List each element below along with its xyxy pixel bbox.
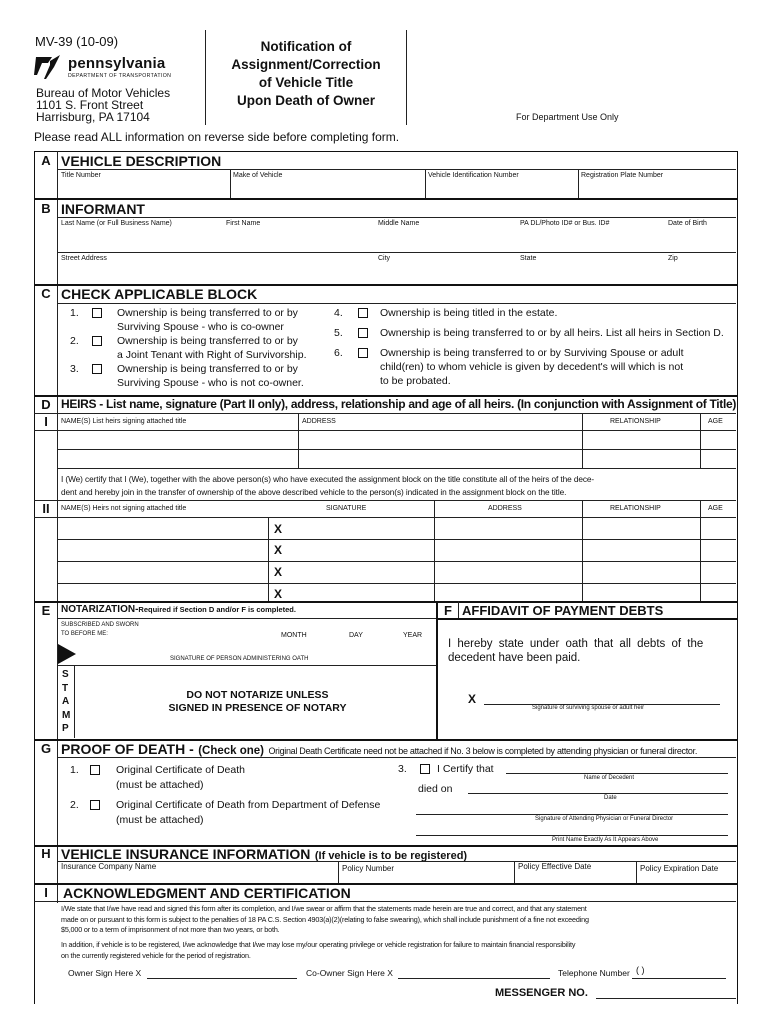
- address-line-2: 1101 S. Front Street: [36, 98, 144, 112]
- death-date-label: Date: [604, 795, 617, 801]
- section-e-f-divider: [436, 601, 438, 739]
- rule: [57, 861, 736, 862]
- affidavit-x[interactable]: X: [468, 692, 477, 706]
- phone-area-code[interactable]: ( ): [636, 965, 645, 975]
- option-3-text: Ownership is being transferred to or by Surviving Spouse - who is not co-owner.: [117, 363, 304, 389]
- affidavit-signature-label: Signature of surviving spouse or adult heir: [532, 705, 645, 711]
- rule: [57, 217, 736, 218]
- proof-1-text: Original Certificate of Death (must be attached): [116, 764, 245, 791]
- stamp-letter: S: [62, 669, 69, 680]
- divider: [458, 601, 459, 618]
- notarize-warning: DO NOT NOTARIZE UNLESS SIGNED IN PRESENCE OF NOTARY: [168, 689, 347, 714]
- section-f-letter: F: [444, 603, 452, 618]
- option-1-number: 1.: [70, 307, 79, 319]
- signature-x-2[interactable]: X: [274, 543, 283, 557]
- street-address-field[interactable]: Street Address: [61, 255, 107, 262]
- make-of-vehicle-field[interactable]: Make of Vehicle: [233, 172, 283, 179]
- print-name-label: Print Name Exactly As It Appears Above: [552, 837, 659, 843]
- option-2-text: Ownership is being transferred to or by a Joint Tenant with Right of Survivorship.: [117, 335, 307, 361]
- certify-text-line-2: dent and hereby join in the transfer of ownership of the above described vehicle to the person(s) indicated in the assignment block on the title.: [61, 487, 567, 497]
- section-g-title: PROOF OF DEATH - (Check one) Original Death Certificate need not be attached if No. 3 below is completed by attending physician or funeral director.: [61, 741, 698, 757]
- section-c-title: CHECK APPLICABLE BLOCK: [61, 286, 258, 302]
- divider: [425, 169, 426, 198]
- proof-2-number: 2.: [70, 799, 79, 811]
- divider: [298, 413, 299, 468]
- heirs-not-signing-signature-column: SIGNATURE: [326, 505, 367, 512]
- proof-3-number: 3.: [398, 763, 407, 775]
- divider: [268, 517, 269, 602]
- section-a-letter: A: [41, 153, 51, 168]
- registration-plate-field[interactable]: Registration Plate Number: [581, 172, 664, 179]
- section-rule: [34, 198, 737, 200]
- section-h-letter: H: [41, 846, 51, 861]
- address-line-1: Bureau of Motor Vehicles: [36, 86, 171, 100]
- stamp-divider: [74, 665, 75, 738]
- section-i-title: ACKNOWLEDGMENT AND CERTIFICATION: [63, 885, 351, 901]
- divider: [700, 500, 701, 602]
- vin-field[interactable]: Vehicle Identification Number: [428, 172, 519, 179]
- section-b-title: INFORMANT: [61, 201, 145, 217]
- divider: [434, 500, 435, 602]
- notary-signature-line[interactable]: [57, 665, 436, 666]
- option-6-checkbox[interactable]: [358, 348, 368, 358]
- heirs-not-signing-address-column: ADDRESS: [488, 505, 522, 512]
- section-e-letter: E: [41, 603, 51, 618]
- pointer-arrow-icon: [58, 644, 76, 664]
- option-5-number: 5.: [334, 327, 343, 339]
- last-name-field[interactable]: Last Name (or Full Business Name): [61, 220, 172, 227]
- title-line: Notification of: [260, 39, 352, 54]
- stamp-letter: T: [62, 682, 69, 694]
- middle-name-field[interactable]: Middle Name: [378, 220, 420, 227]
- instruction-text: Please read ALL information on reverse side before completing form.: [34, 130, 400, 144]
- sworn-line-2: TO BEFORE ME:: [61, 631, 108, 637]
- logo-name: pennsylvania: [68, 55, 166, 72]
- signature-x-3[interactable]: X: [274, 565, 283, 579]
- divider: [582, 500, 583, 602]
- address-line-3: Harrisburg, PA 17104: [36, 110, 150, 124]
- rule: [436, 618, 737, 620]
- part-2-roman: II: [42, 501, 50, 516]
- section-g-letter: G: [40, 741, 52, 756]
- first-name-field[interactable]: First Name: [226, 220, 261, 227]
- certify-text-line-1: I (We) certify that I (We), together with the above person(s) who have executed the assignment block on the title constitute all of the heirs of the dece-: [61, 474, 595, 484]
- option-2-checkbox[interactable]: [92, 336, 102, 346]
- heirs-signing-age-column: AGE: [708, 418, 723, 425]
- logo-subtitle: DEPARTMENT OF TRANSPORTATION: [68, 73, 172, 79]
- heirs-signing-relationship-column: RELATIONSHIP: [610, 418, 661, 425]
- proof-2-checkbox[interactable]: [90, 800, 100, 810]
- coowner-signature-line[interactable]: [398, 978, 550, 979]
- owner-signature-line[interactable]: [147, 978, 297, 979]
- section-b-letter: B: [41, 201, 51, 216]
- zip-field[interactable]: Zip: [668, 255, 678, 262]
- policy-number-field[interactable]: Policy Number: [342, 864, 395, 873]
- header-divider-right: [406, 30, 407, 125]
- rule: [34, 517, 57, 518]
- dept-use-label: For Department Use Only: [516, 112, 619, 122]
- option-4-number: 4.: [334, 307, 343, 319]
- option-1-checkbox[interactable]: [92, 308, 102, 318]
- title-line: Upon Death of Owner: [237, 93, 375, 108]
- table-row[interactable]: [57, 561, 736, 562]
- section-d-letter: D: [41, 397, 51, 412]
- date-of-birth-field[interactable]: Date of Birth: [668, 220, 707, 227]
- rule: [57, 757, 736, 758]
- stamp-letter: A: [62, 696, 70, 707]
- pa-dl-field[interactable]: PA DL/Photo ID# or Bus. ID#: [520, 220, 610, 227]
- table-row[interactable]: [57, 449, 736, 450]
- sworn-line-1: SUBSCRIBED AND SWORN: [61, 622, 139, 628]
- option-3-checkbox[interactable]: [92, 364, 102, 374]
- option-3-number: 3.: [70, 363, 79, 375]
- heirs-not-signing-relationship-column: RELATIONSHIP: [610, 505, 661, 512]
- owner-sign-label: Owner Sign Here X: [68, 968, 142, 978]
- notary-signature-label: SIGNATURE OF PERSON ADMINISTERING OATH: [170, 656, 309, 662]
- stamp-letters: [62, 668, 70, 736]
- affidavit-text-line-2: decedent have been paid.: [448, 652, 581, 664]
- option-5-checkbox[interactable]: [358, 328, 368, 338]
- title-line: Assignment/Correction: [231, 57, 381, 72]
- rule: [57, 252, 736, 253]
- insurance-company-field[interactable]: Insurance Company Name: [61, 862, 157, 871]
- acknowledgment-paragraph-1: I/We state that I/we have read and signed this form after its completion, and I/we swear or affirm that the statements made herein are true and correct, and that any statement made on or pursuant to this form is subject to the penalties of 18 PA C.S. Section 4903(a)(2)(relating to false swearing), which shall include punishment of a fine not exceeding $5,000 or to a term of imprisonment of not more than two years, or both.: [61, 904, 589, 934]
- option-4-text: Ownership is being titled in the estate.: [380, 307, 558, 319]
- telephone-line[interactable]: [632, 978, 726, 979]
- form-title: [206, 38, 406, 110]
- rule: [34, 413, 736, 414]
- form-frame: [34, 151, 738, 1004]
- death-date-line[interactable]: [468, 793, 728, 794]
- option-2-number: 2.: [70, 335, 79, 347]
- pennsylvania-logo-icon: [34, 53, 62, 79]
- heirs-signing-name-column: NAME(S) List heirs signing attached title: [61, 418, 187, 425]
- signature-x-4[interactable]: X: [274, 587, 283, 601]
- section-c-letter: C: [41, 286, 51, 301]
- coowner-sign-label: Co-Owner Sign Here X: [306, 968, 393, 978]
- rule: [57, 303, 736, 304]
- heirs-not-signing-age-column: AGE: [708, 505, 723, 512]
- divider: [700, 413, 701, 468]
- day-field[interactable]: DAY: [349, 632, 363, 639]
- policy-expiration-date-field[interactable]: Policy Expiration Date: [640, 864, 719, 873]
- stamp-letter: M: [62, 709, 71, 721]
- section-e-title: NOTARIZATION-Required if Section D and/or F is completed.: [61, 604, 296, 615]
- print-name-line[interactable]: [416, 835, 728, 836]
- part-1-roman: I: [44, 414, 48, 429]
- year-field[interactable]: YEAR: [403, 632, 423, 639]
- form-id: MV-39 (10-09): [35, 34, 119, 49]
- policy-effective-date-field[interactable]: Policy Effective Date: [518, 862, 592, 871]
- rule: [34, 500, 736, 501]
- stamp-letter: P: [62, 723, 69, 734]
- decedent-name-line[interactable]: [506, 773, 728, 774]
- option-6-number: 6.: [334, 347, 343, 359]
- divider: [514, 861, 515, 883]
- rule: [57, 169, 736, 170]
- telephone-label: Telephone Number: [558, 968, 630, 978]
- proof-1-checkbox[interactable]: [90, 765, 100, 775]
- messenger-label: MESSENGER NO.: [495, 987, 588, 999]
- proof-1-number: 1.: [70, 764, 79, 776]
- section-i-letter: I: [44, 885, 48, 900]
- title-line: of Vehicle Title: [258, 75, 354, 90]
- heirs-not-signing-name-column: NAME(S) Heirs not signing attached title: [61, 505, 187, 512]
- heirs-signing-address-column: ADDRESS: [302, 418, 336, 425]
- physician-signature-label: Signature of Attending Physician or Funeral Director: [535, 816, 674, 822]
- table-row[interactable]: [57, 583, 736, 584]
- table-row[interactable]: [57, 517, 736, 518]
- decedent-name-label: Name of Decedent: [584, 775, 635, 781]
- proof-3-checkbox[interactable]: [420, 764, 430, 774]
- affidavit-text-line-1: I hereby state under oath that all debts of the: [448, 638, 704, 650]
- letter-column-divider: [57, 151, 58, 903]
- table-row[interactable]: [57, 468, 736, 469]
- died-on-label: died on: [418, 783, 453, 795]
- physician-signature-line[interactable]: [416, 814, 728, 815]
- option-1-text: Ownership is being transferred to or by Surviving Spouse - who is co-owner: [117, 307, 298, 333]
- rule: [57, 618, 436, 619]
- proof-2-text: Original Certificate of Death from Department of Defense (must be attached): [116, 799, 381, 826]
- divider: [338, 861, 339, 883]
- divider: [230, 169, 231, 198]
- option-4-checkbox[interactable]: [358, 308, 368, 318]
- divider: [582, 413, 583, 468]
- section-f-title: AFFIDAVIT OF PAYMENT DEBTS: [462, 603, 664, 618]
- option-6-text: Ownership is being transferred to or by Surviving Spouse or adult child(ren) to whom vehicle is given by decedent's will which is not to be probated.: [380, 347, 684, 387]
- table-row[interactable]: [57, 539, 736, 540]
- state-field[interactable]: State: [520, 255, 537, 262]
- month-field[interactable]: MONTH: [281, 632, 307, 639]
- option-5-text: Ownership is being transferred to or by all heirs. List all heirs in Section D.: [380, 327, 724, 339]
- divider: [636, 861, 637, 883]
- section-d-title: HEIRS - List name, signature (Part II only), address, relationship and age of all heirs. (In conjunction with Assignment of Title): [61, 397, 737, 411]
- rule: [34, 901, 736, 902]
- title-number-field[interactable]: Title Number: [61, 172, 101, 179]
- section-h-title: VEHICLE INSURANCE INFORMATION (If vehicle is to be registered): [61, 846, 468, 862]
- acknowledgment-paragraph-2: In addition, if vehicle is to be registered, I/we acknowledge that I/we may lose my/our operating privilege or vehicle registration for failure to maintain financial responsibility on the currently registered vehicle for the period of registration.: [61, 940, 576, 960]
- section-a-title: VEHICLE DESCRIPTION: [61, 153, 222, 169]
- city-field[interactable]: City: [378, 255, 391, 262]
- proof-3-text: I Certify that: [437, 763, 494, 775]
- table-row[interactable]: [57, 430, 736, 431]
- divider: [578, 169, 579, 198]
- rule: [34, 430, 57, 431]
- signature-x-1[interactable]: X: [274, 522, 283, 536]
- messenger-number-line[interactable]: [596, 998, 736, 999]
